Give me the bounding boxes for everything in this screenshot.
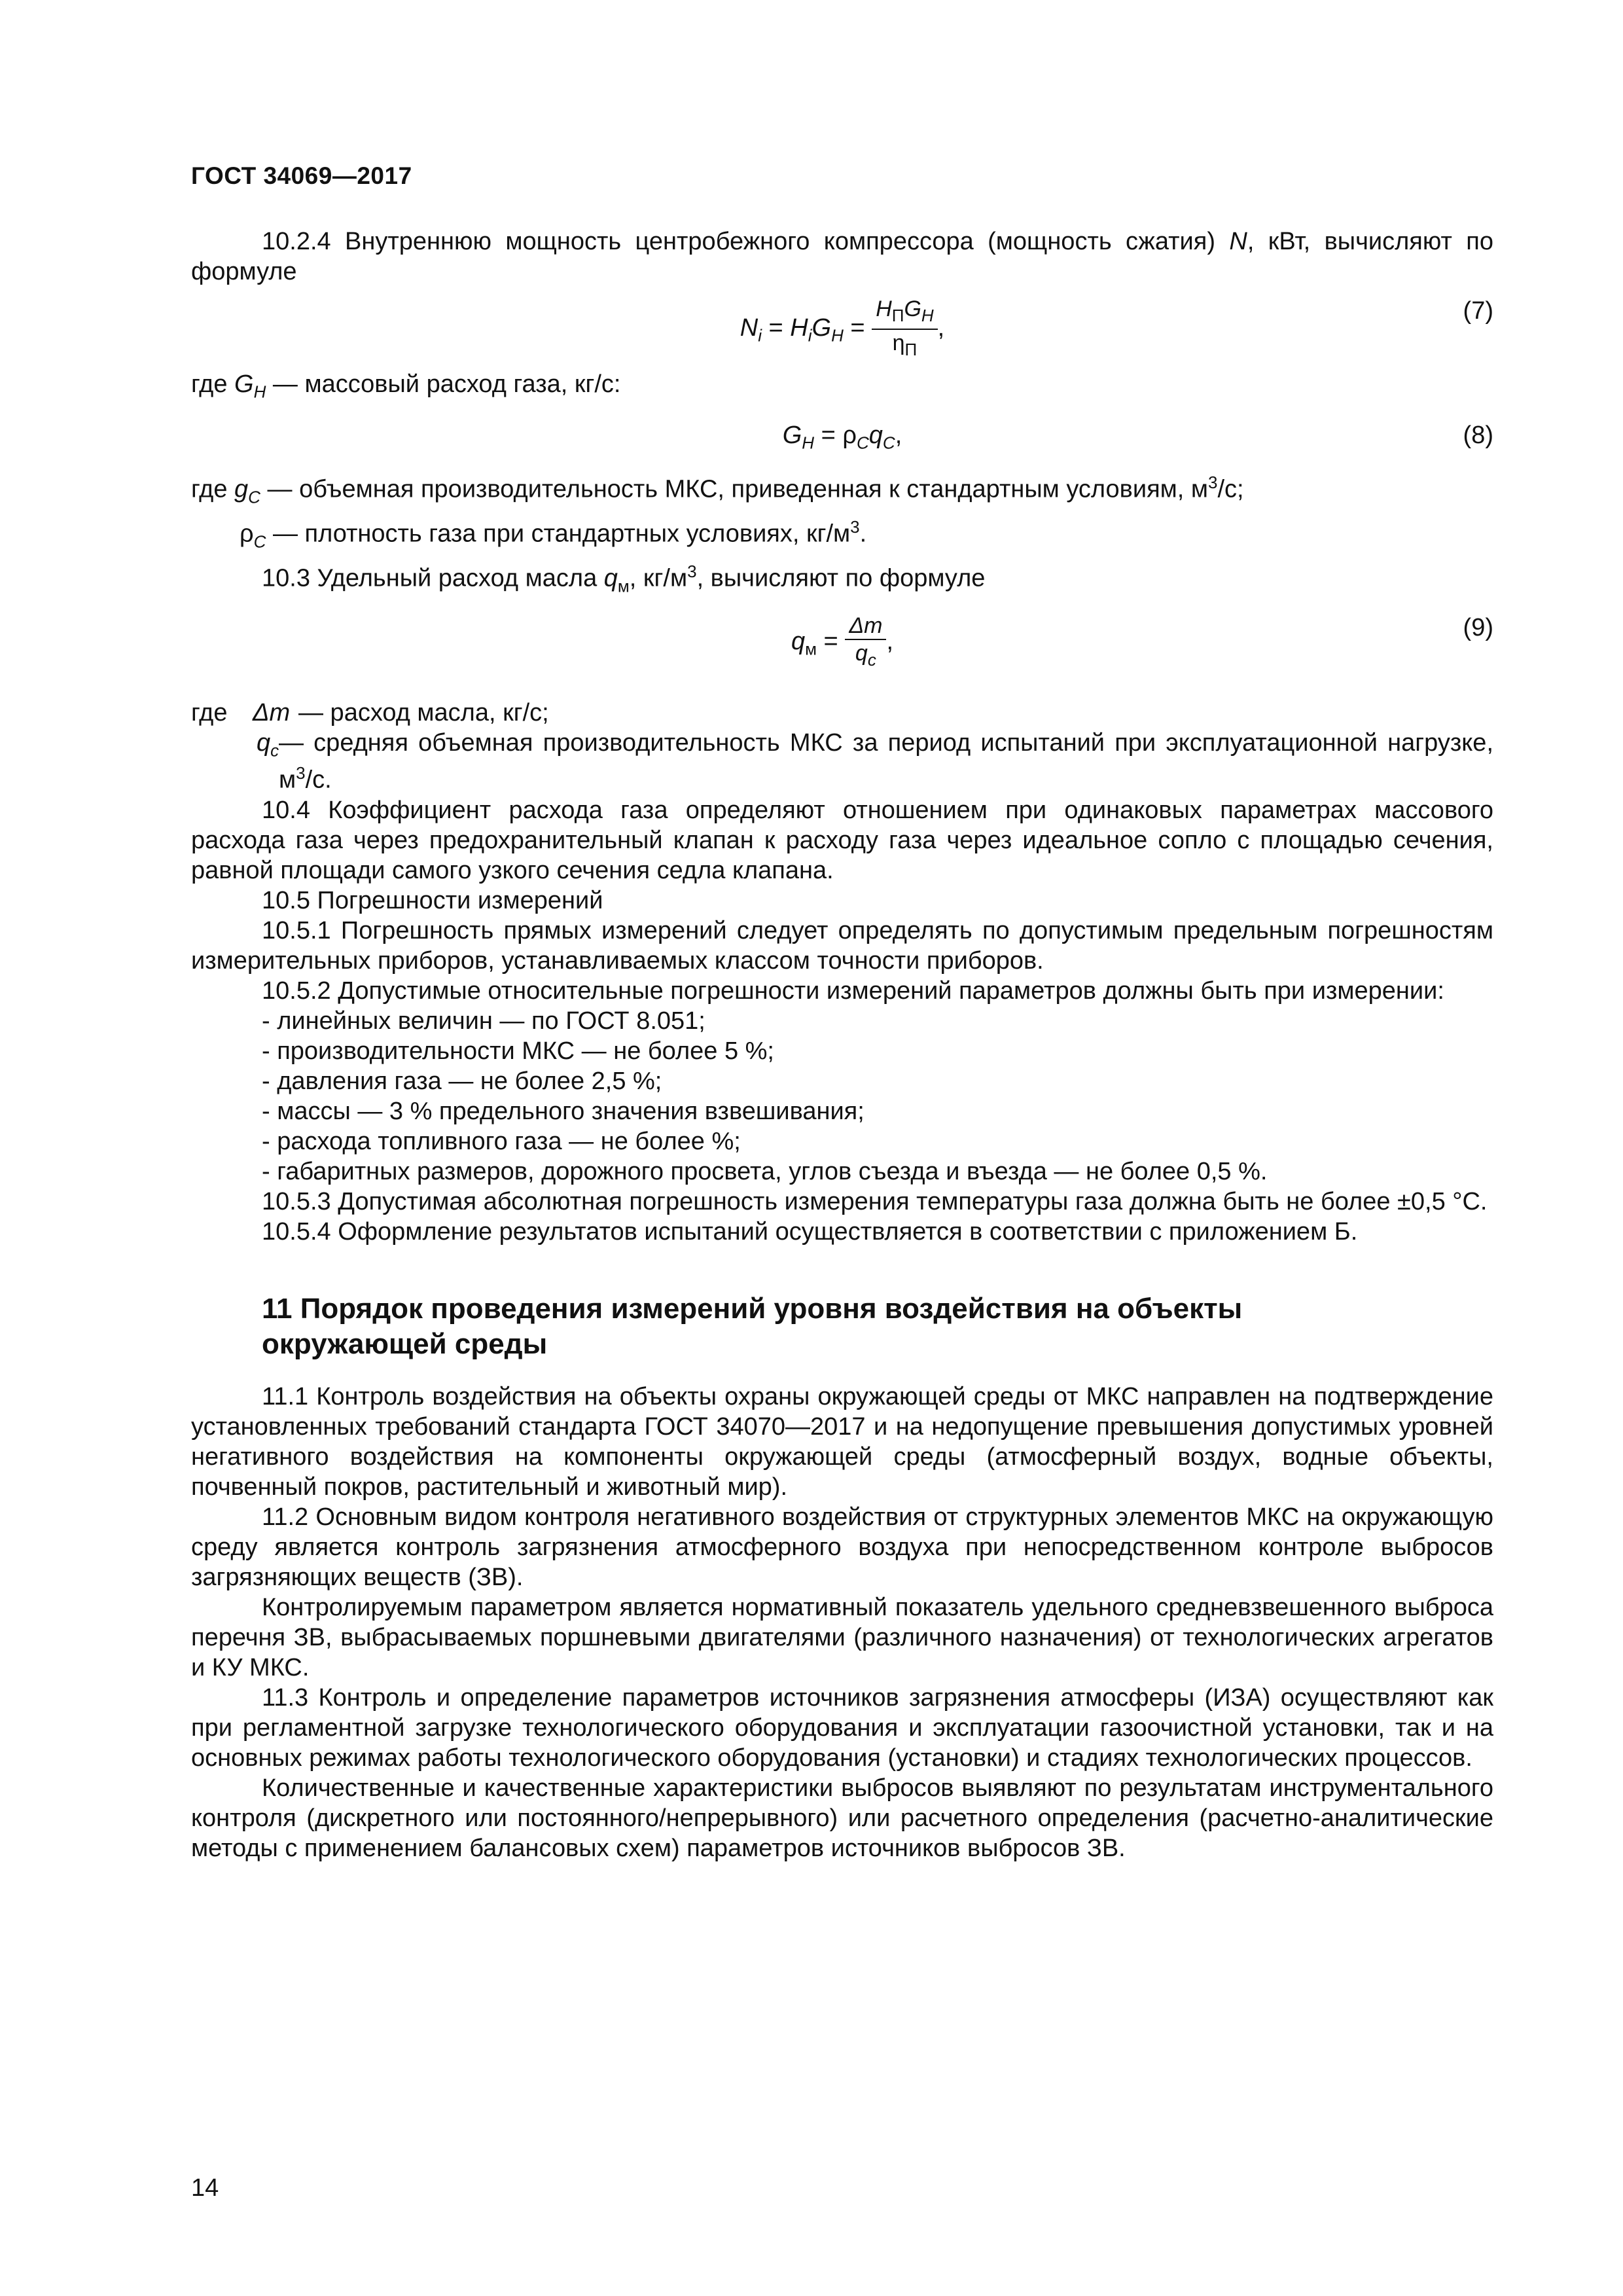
formula-7: $N_i = H_iG_H$ = $\frac{H_ПG_H}{\eta_П}$ , (7) (191, 296, 1493, 369)
list-item: - габаритных размеров, дорожного просвета, углов съезда и въезда — не более 0,5 %. (262, 1158, 1268, 1185)
paragraph-10-5-4: 10.5.4 Оформление результатов испытаний осуществляется в соответствии с приложением Б. (262, 1218, 1358, 1246)
paragraph-11-3: 11.3 Контроль и определение параметров источников загрязнения атмосферы (ИЗА) осуществляют как при регламентной загрузке технологического оборудования и эксплуатации газоочистной установки, так и на основных режимах работы технологического оборудования (установки) и стадиях технологических процессов. (191, 1684, 1493, 1772)
list-item: - давления газа — не более 2,5 %; (262, 1067, 662, 1095)
paragraph-10-4: 10.4 Коэффициент расхода газа определяют отношением при одинаковых параметрах массового расхода газа через предохранительный клапан к расходу газа через идеальное сопло с площадью сечения, равной площади самого узкого сечения седла клапана. (191, 797, 1493, 884)
paragraph-10-5-3: 10.5.3 Допустимая абсолютная погрешность измерения температуры газа должна быть не более ±0,5 °С. (262, 1188, 1488, 1215)
list-item: - линейных величин — по ГОСТ 8.051; (262, 1007, 705, 1035)
where-gh: где $G_H$ — массовый расход газа, кг/с: (191, 370, 621, 402)
paragraph-11-2-continued: Контролируемым параметром является нормативный показатель удельного средневзвешенного выброса перечня ЗВ, выбрасываемых поршневыми двигателями (различного назначения) от технологических агрегатов и КУ МКС. (191, 1594, 1493, 1681)
formula-8: $G_H = \rho_Cq_C$, (8) (782, 421, 1493, 453)
list-item: - массы — 3 % предельного значения взвешивания; (262, 1098, 865, 1125)
paragraph-10-2-4: 10.2.4 Внутреннюю мощность центробежного компрессора (мощность сжатия) N, кВт, вычисляют по формуле (191, 228, 1494, 285)
paragraph-11-2: 11.2 Основным видом контроля негативного воздействия от структурных элементов МКС на окружающую среду является контроль загрязнения атмосферного воздуха при непосредственном контроле выбросов загрязняющих веществ (ЗВ). (191, 1503, 1493, 1591)
paragraph-10-5-1: 10.5.1 Погрешность прямых измерений следует определять по допустимым предельным погрешностям измерительных приборов, устанавливаемых классом точности приборов. (191, 917, 1493, 975)
paragraph-11-3-continued: Количественные и качественные характеристики выбросов выявляют по результатам инструментального контроля (дискретного или постоянного/непрерывного) или расчетного определения (расчетно-аналитические методы с применением балансовых схем) параметров источников выбросов ЗВ. (191, 1774, 1493, 1862)
where-gc: где $g_C$ — объемная производительность МКС, приведенная к стандартным условиям, $м^3/с$; (191, 472, 1244, 507)
list-item: - расхода топливного газа — не более %; (262, 1128, 741, 1155)
where-rho: $\rho_C$ — плотность газа при стандартных условиях, $кг/м^3$. (240, 516, 867, 552)
formula-7-number: (7) (1463, 297, 1493, 325)
standard-header: ГОСТ 34069—2017 (191, 162, 412, 189)
formula-7-fraction: $\frac{H_ПG_H}{\eta_П}$ (872, 296, 937, 363)
paragraph-10-3: 10.3 Удельный расход масла $q_м$, $кг/м^3$, вычисляют по формуле (262, 562, 986, 596)
formula-9-fraction: $\frac{\Delta m}{q_c}$ (845, 613, 886, 673)
paragraph-10-5-2: 10.5.2 Допустимые относительные погрешности измерений параметров должны быть при измерении: (262, 977, 1444, 1005)
paragraph-10-5: 10.5 Погрешности измерений (262, 887, 603, 914)
formula-8-number: (8) (1463, 421, 1493, 449)
formula-9: $q_м$ = $\frac{\Delta m}{q_c}$ , (9) (191, 613, 1493, 694)
page-number: 14 (191, 2174, 219, 2202)
formula-9-number: (9) (1463, 614, 1493, 642)
where-dm: где Δm — расход масла, кг/с; (191, 699, 549, 727)
section-11-title: 11 Порядок проведения измерений уровня воздействия на объекты окружающей среды (262, 1293, 1243, 1360)
paragraph-11-1: 11.1 Контроль воздействия на объекты охраны окружающей среды от МКС направлен на подтверждение установленных требований стандарта ГОСТ 34070—2017 и на недопущение превышения допустимых уровней негативного воздействия на компоненты окружающей среды (атмосферный воздух, водные объекты, почвенный покров, растительный и животный мир). (191, 1383, 1493, 1501)
where-qc: $q_c$ — средняя объемная производительность МКС за период испытаний при эксплуатационной нагрузке, $м^3/с$. (257, 729, 1493, 794)
page-content (191, 226, 1493, 1863)
list-item: - производительности МКС — не более 5 %; (262, 1037, 774, 1065)
